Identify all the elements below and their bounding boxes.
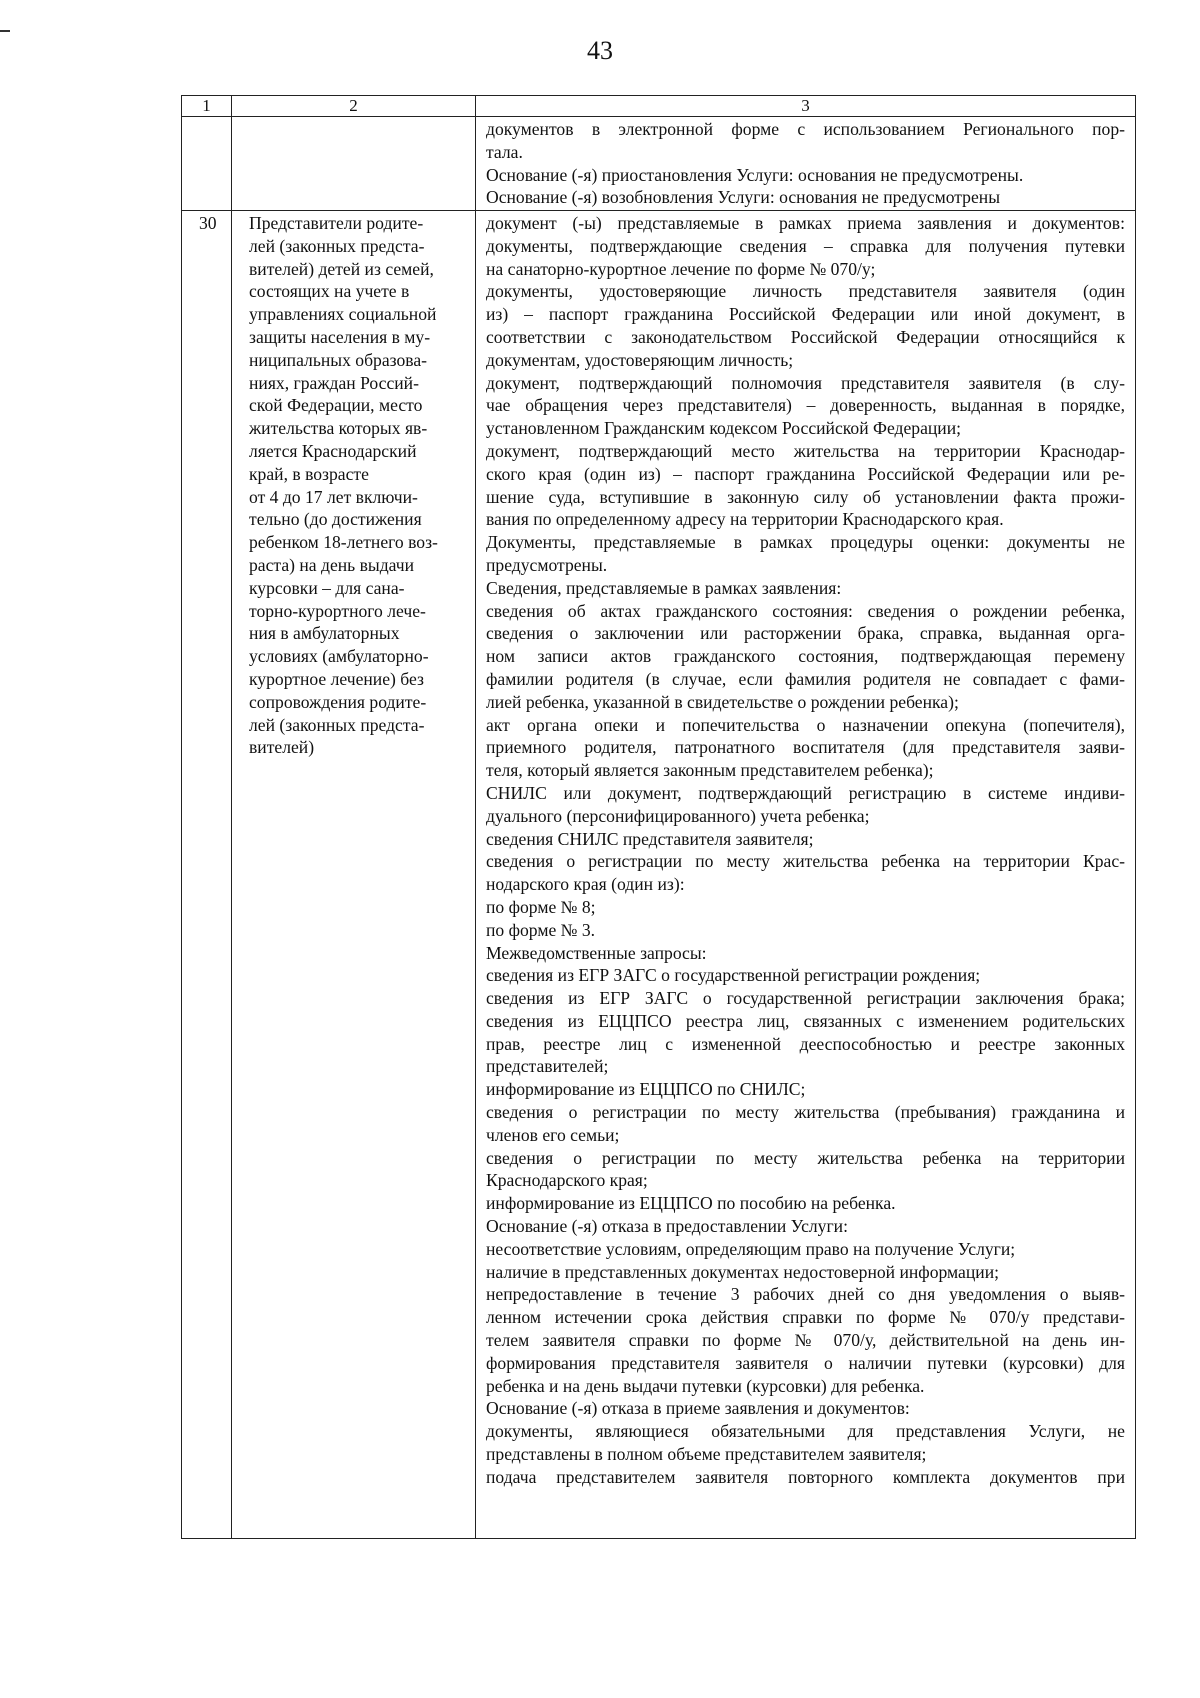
text-line: документ, подтверждающий полномочия представителя заявителя (в слу- [486, 372, 1125, 393]
text-line: нодарского края (один из): [486, 874, 685, 895]
text-line: предусмотрены. [486, 554, 608, 575]
details-cell [476, 211, 1136, 1539]
population-line: торно-курортного лече- [249, 600, 426, 621]
text-line: сведения СНИЛС представителя заявителя; [486, 828, 814, 849]
text-line: вания по определенному адресу на территории Краснодарского края. [486, 509, 1004, 530]
population-line: от 4 до 17 лет включи- [249, 486, 418, 507]
text-line: документы, подтверждающие сведения – справка для получения путевки [486, 235, 1125, 256]
text-line: шение суда, вступившие в законную силу об установлении факта прожи- [486, 486, 1125, 507]
header-col-2: 2 [232, 96, 476, 117]
page-number: 43 [587, 36, 613, 65]
text-line: сведения из ЕГР ЗАГС о государственной регистрации рождения; [486, 965, 981, 986]
text-line: лией ребенка, указанной в свидетельстве о рождении ребенка); [486, 691, 959, 712]
table-row-30 [182, 211, 1136, 1539]
text-line: акт органа опеки и попечительства о назначении опекуна (попечителя), [486, 714, 1125, 735]
population-line: тельно (до достижения [249, 509, 422, 530]
population-line: жительства которых яв- [249, 418, 428, 439]
population-line: раста) на день выдачи [249, 554, 415, 575]
text-line: сведения из ЕЦЦПСО реестра лиц, связанных с изменением родительских [486, 1010, 1125, 1031]
text-line: сведения о регистрации по месту жительства (пребывания) гражданина и [486, 1102, 1125, 1123]
text-line: сведения о заключении или расторжении брака, справка, выданная орга- [486, 623, 1125, 644]
text-line: документ (-ы) представляемые в рамках приема заявления и документов: [486, 213, 1125, 233]
text-line: сведения из ЕГР ЗАГС о государственной регистрации заключения брака; [486, 988, 1125, 1009]
text-line: Краснодарского края; [486, 1170, 648, 1191]
text-line: документам, удостоверяющим личность; [486, 349, 794, 370]
text-line: Сведения, представляемые в рамках заявления: [486, 577, 842, 598]
services-table [181, 95, 1136, 1539]
text-line: документы, являющиеся обязательными для представления Услуги, не [486, 1421, 1125, 1442]
text-line: информирование из ЕЦЦПСО по пособию на ребенка. [486, 1193, 896, 1214]
population-line: ребенком 18-летнего воз- [249, 532, 438, 553]
population-line: край, в возрасте [249, 463, 369, 484]
text-line: ского края (один из) – паспорт гражданина Российской Федерации или ре- [486, 463, 1125, 484]
text-line: несоответствие условиям, определяющим право на получение Услуги; [486, 1238, 1016, 1259]
text-line: ном записи актов гражданского состояния, подтверждающая перемену [486, 646, 1125, 667]
text-line: представлены в полном объеме представителем заявителя; [486, 1444, 927, 1465]
text-line: подача представителем заявителя повторного комплекта документов при [486, 1466, 1125, 1487]
population-line: ниях, граждан Россий- [249, 372, 419, 393]
text-line: приемного родителя, патронатного воспитателя (для представителя заяви- [486, 737, 1125, 758]
text-line: Основание (-я) отказа в предоставлении Услуги: [486, 1216, 848, 1237]
text-line: фамилии родителя (в случае, если фамилия родителя не совпадает с фами- [486, 668, 1125, 689]
population-line: ской Федерации, место [249, 395, 423, 416]
details-cell [476, 117, 1136, 211]
header-col-3: 3 [476, 96, 1136, 117]
header-col-1: 1 [182, 96, 232, 117]
text-line: СНИЛС или документ, подтверждающий регистрацию в системе индиви- [486, 782, 1125, 803]
table-row-continuation [182, 117, 1136, 211]
population-line: вителей) детей из семей, [249, 258, 434, 279]
population-line: курортное лечение) без [249, 668, 424, 689]
text-line: Основание (-я) приостановления Услуги: основания не предусмотрены. [486, 164, 1024, 185]
text-line: непредоставление в течение 3 рабочих дней со дня уведомления о выяв- [486, 1284, 1125, 1305]
table-header-row [182, 96, 1136, 117]
text-line: чае обращения через представителя) – доверенность, выданная в порядке, [486, 395, 1125, 416]
population-line: ния в амбулаторных [249, 623, 400, 644]
text-line: тала. [486, 141, 523, 162]
population-line: сопровождения родите- [249, 691, 427, 712]
text-line: документы, удостоверяющие личность представителя заявителя (один [486, 281, 1125, 302]
text-line: сведения о регистрации по месту жительства ребенка на территории Крас- [486, 851, 1125, 872]
scan-margin-mark [0, 30, 10, 32]
text-line: ленном истечении срока действия справки по форме № 070/у представи- [486, 1307, 1125, 1328]
population-line: состоящих на учете в [249, 281, 410, 302]
text-line: сведения об актах гражданского состояния: сведения о рождении ребенка, [486, 600, 1125, 621]
text-line: наличие в представленных документах недостоверной информации; [486, 1261, 999, 1282]
text-line: дуального (персонифицированного) учета ребенка; [486, 805, 870, 826]
text-line: Документы, представляемые в рамках процедуры оценки: документы не [486, 532, 1125, 553]
text-line: из) – паспорт гражданина Российской Федерации или иной документ, в [486, 304, 1125, 325]
text-line: документ, подтверждающий место жительства на территории Краснодар- [486, 440, 1125, 461]
text-line: Межведомственные запросы: [486, 942, 707, 963]
population-line: управлениях социальной [249, 304, 437, 325]
population-cell [232, 117, 476, 211]
population-line: условиях (амбулаторно- [249, 646, 429, 667]
text-line: членов его семьи; [486, 1124, 620, 1145]
text-line: формирования представителя заявителя о наличии путевки (курсовки) для [486, 1352, 1125, 1373]
text-line: установленном Гражданским кодексом Российской Федерации; [486, 418, 962, 439]
population-line: ляется Краснодарский [249, 440, 417, 461]
text-line: по форме № 3. [486, 919, 596, 940]
text-line: Основание (-я) возобновления Услуги: основания не предусмотрены [486, 187, 1001, 208]
text-line: сведения о регистрации по месту жительства ребенка на территории [486, 1147, 1125, 1168]
row-number-cell: 30 [182, 211, 232, 1539]
population-cell [232, 211, 476, 1539]
row-number-cell [182, 117, 232, 211]
text-line: документов в электронной форме с использованием Регионального пор- [486, 119, 1125, 139]
text-line: прав, реестре лиц с измененной дееспособностью и реестре законных [486, 1033, 1125, 1054]
population-line: лей (законных предста- [249, 714, 425, 735]
population-line: ниципальных образова- [249, 349, 428, 370]
population-line: Представители родите- [249, 213, 424, 233]
text-line: представителей; [486, 1056, 609, 1077]
text-line: информирование из ЕЦЦПСО по СНИЛС; [486, 1079, 806, 1100]
text-line: соответствии с законодательством Российской Федерации относящийся к [486, 326, 1125, 347]
population-line: лей (законных предста- [249, 235, 425, 256]
population-line: курсовки – для сана- [249, 577, 405, 598]
text-line: теля, который является законным представителем ребенка); [486, 760, 934, 781]
population-line: вителей) [249, 737, 315, 758]
text-line: Основание (-я) отказа в приеме заявления и документов: [486, 1398, 910, 1419]
text-line: телем заявителя справки по форме № 070/у, действительной на день ин- [486, 1330, 1125, 1351]
text-line: по форме № 8; [486, 896, 596, 917]
text-line: на санаторно-курортное лечение по форме № 070/у; [486, 258, 876, 279]
text-line: ребенка и на день выдачи путевки (курсовки) для ребенка. [486, 1375, 925, 1396]
population-line: защиты населения в му- [249, 326, 431, 347]
